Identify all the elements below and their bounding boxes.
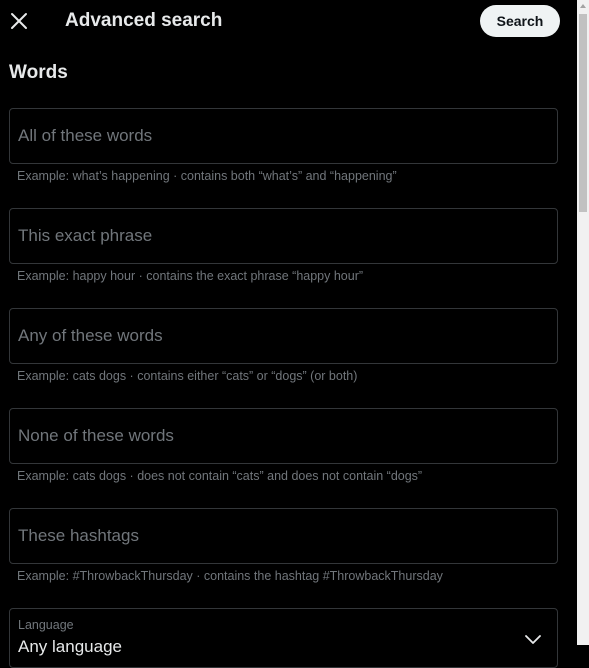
exact-phrase-hint: Example: happy hour · contains the exact phrase “happy hour” — [17, 269, 364, 283]
all-words-hint: Example: what’s happening · contains both “what’s” and “happening” — [17, 169, 397, 183]
language-value: Any language — [18, 637, 122, 656]
any-words-input[interactable] — [10, 309, 557, 363]
hashtags-input[interactable] — [10, 509, 557, 563]
hashtags-field — [9, 508, 558, 564]
chevron-down-icon — [523, 629, 543, 649]
close-icon — [10, 12, 28, 30]
none-words-field — [9, 408, 558, 464]
hashtags-hint: Example: #ThrowbackThursday · contains the hashtag #ThrowbackThursday — [17, 569, 443, 583]
search-button[interactable]: Search — [480, 5, 560, 37]
exact-phrase-field — [9, 208, 558, 264]
none-words-input[interactable] — [10, 409, 557, 463]
any-words-field — [9, 308, 558, 364]
dialog-title: Advanced search — [65, 10, 223, 31]
scroll-up-arrow-icon[interactable] — [580, 4, 586, 8]
close-button[interactable] — [3, 5, 35, 37]
all-words-field — [9, 108, 558, 164]
scrollbar[interactable] — [577, 0, 589, 645]
exact-phrase-input[interactable] — [10, 209, 557, 263]
language-label: Language — [18, 618, 74, 632]
dialog-header — [0, 0, 577, 42]
section-title-words: Words — [9, 62, 68, 83]
language-select[interactable] — [9, 608, 558, 668]
all-words-input[interactable] — [10, 109, 557, 163]
scrollbar-thumb[interactable] — [579, 14, 587, 212]
any-words-hint: Example: cats dogs · contains either “cats” or “dogs” (or both) — [17, 369, 358, 383]
none-words-hint: Example: cats dogs · does not contain “cats” and does not contain “dogs” — [17, 469, 423, 483]
